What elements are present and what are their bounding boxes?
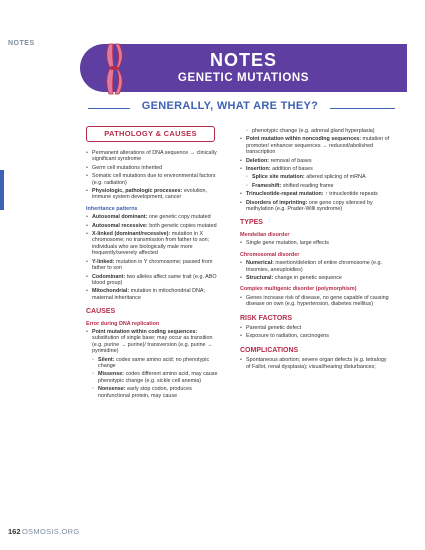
subheading-chromosomal: Chromosomal disorder — [240, 251, 300, 258]
list-item: • Disorders of imprinting: one gene copy silenced by methylation (e.g. Prader-Willi syndrome) — [240, 200, 392, 213]
list-subitem: ◦ Nonsense: early stop codon, produces nonfunctional protein, may cause — [92, 386, 221, 399]
heading-complications: COMPLICATIONS — [240, 346, 299, 354]
list-item: • Mitochondrial: mutation in mitochondrial DNA; maternal inheritance — [86, 288, 221, 301]
banner-subtitle: GENETIC MUTATIONS — [177, 72, 310, 84]
list-subitem: ◦ Splice site mutation: altered splicing of mRNA — [246, 174, 392, 180]
heading-types: TYPES — [240, 219, 263, 227]
list-item: • Somatic cell mutations due to environmental factors (e.g. radiation) — [86, 173, 221, 186]
corner-notes-label: NOTES — [8, 40, 35, 47]
subheading-complex: Complex multigenic disorder (polymorphism) — [240, 286, 357, 293]
section-heading: GENERALLY, WHAT ARE THEY? — [141, 100, 319, 112]
list-item: • Genes increase risk of disease, no gene capable of causing disease on own (e.g. hypertension, diabetes mellitus) — [240, 295, 392, 308]
list-item: • Trinucleotide-repeat mutation: ↑ trinucleotide repeats — [240, 191, 392, 197]
page-edge-tab — [0, 170, 4, 210]
chromosome-icon — [100, 42, 128, 96]
section-rule-right — [330, 108, 395, 109]
list-item: • Codominant: two alleles affect same trait (e.g. ABO blood group) — [86, 274, 221, 287]
list-item: • Single gene mutation, large effects — [240, 240, 392, 246]
subheading-mendelian: Mendelian disorder — [240, 231, 290, 238]
list-item: • Point mutation within coding sequences: substitution of single base; may occur as transition (e.g. purine → purine)/ transversion (e.g. purine → pyrimidine) — [86, 329, 221, 355]
list-item: • Exposure to radiation, carcinogens — [240, 333, 392, 339]
page-number: 162 — [8, 527, 21, 536]
heading-causes: CAUSES — [86, 308, 116, 316]
list-subitem: ◦ Frameshift: shifted reading frame — [246, 183, 392, 189]
list-item: • Physiologic, pathologic processes: evolution, immune system development, cancer — [86, 188, 221, 201]
pathology-causes-pill: PATHOLOGY & CAUSES — [86, 126, 215, 142]
list-item: • Insertion: addition of bases — [240, 166, 392, 172]
list-item: • Parental genetic defect — [240, 325, 392, 331]
banner-title: NOTES — [209, 50, 277, 70]
list-item: • Permanent alterations of DNA sequence → clinically significant syndrome — [86, 150, 221, 163]
list-item: • Structural: change in genetic sequence — [240, 275, 392, 281]
title-banner — [80, 44, 407, 92]
list-item: • Spontaneous abortion; severe organ defects (e.g. tetralogy of Fallot, renal dysplasia); visual/hearing disturbances; — [240, 357, 392, 370]
list-item: • Autosomal dominant: one genetic copy mutated — [86, 214, 221, 220]
heading-risk-factors: RISK FACTORS — [240, 314, 292, 322]
list-item: • Deletion: removal of bases — [240, 158, 392, 164]
list-item: • Y-linked: mutation in Y chromosome; passed from father to son — [86, 259, 221, 272]
list-subitem: ◦ Silent: codes same amino acid; no phenotypic change — [92, 357, 221, 370]
right-column — [240, 128, 392, 372]
list-subitem-continued: ◦ phenotypic change (e.g. adrenal gland hyperplasia) — [246, 128, 392, 134]
list-item: • Numerical: insertion/deletion of entire chromosome (e.g. trisomies, aneuploidies) — [240, 260, 392, 273]
list-item: • X-linked (dominant/recessive): mutation in X chromosome; no transmission from father to son; individuals who are biologically male more frequently/severely affected — [86, 231, 221, 257]
left-column — [86, 150, 221, 401]
site-name: OSMOSIS.ORG — [22, 527, 80, 536]
subheading-inheritance: Inheritance patterns — [86, 205, 138, 212]
subheading-dna-replication: Error during DNA replication — [86, 320, 160, 327]
list-item: • Germ cell mutations inherited — [86, 165, 221, 171]
section-rule-left — [88, 108, 130, 109]
list-subitem: ◦ Missense: codes different amino acid, may cause phenotypic change (e.g. sickle cell anemia) — [92, 371, 221, 384]
list-item: • Point mutation within noncoding sequences: mutation of promoter/ enhancer sequences → reduced/abolished transcription — [240, 136, 392, 155]
list-item: • Autosomal recessive: both genetic copies mutated — [86, 223, 221, 229]
